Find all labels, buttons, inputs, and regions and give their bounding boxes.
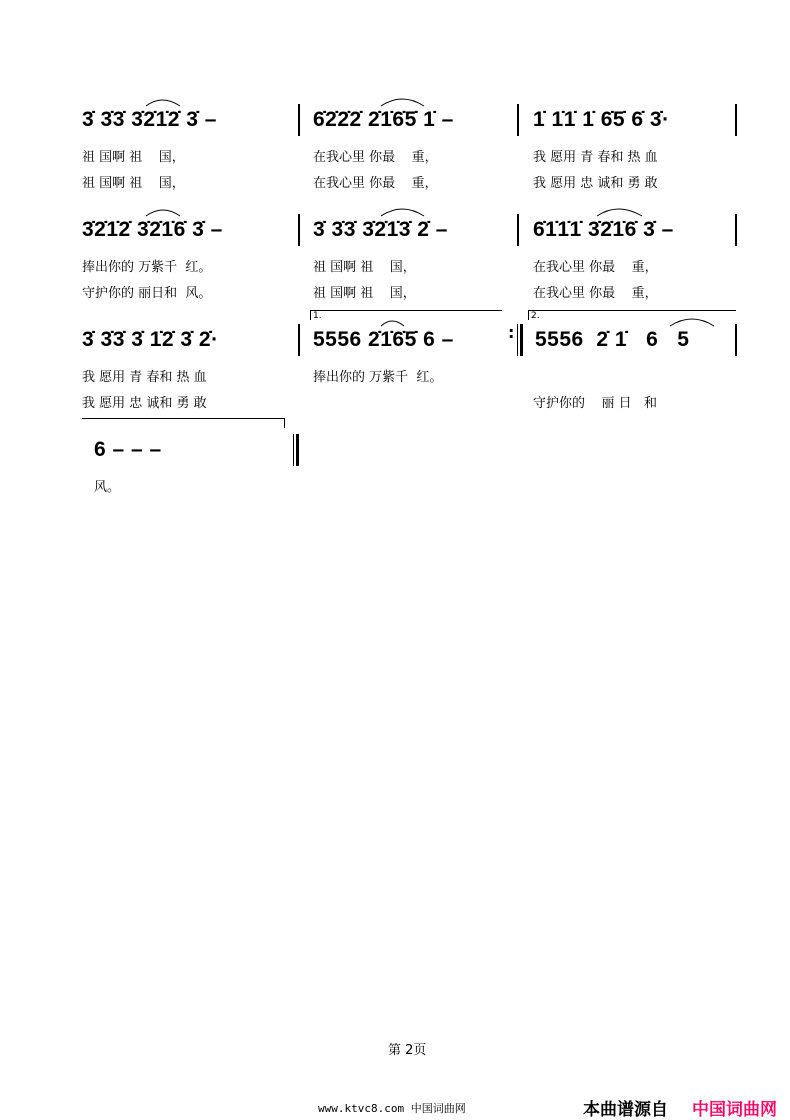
row2-measure2-lyrics-verse1: 祖 国啊 祖 国， <box>313 260 416 275</box>
row2-measure2-lyrics-verse2: 祖 国啊 祖 国， <box>313 286 416 301</box>
row1-measure2-lyrics-verse2: 在我心里 你最 重， <box>313 176 438 191</box>
barline <box>517 104 519 136</box>
row1-measure3-lyrics-verse1: 我 愿用 青 春和 热 血 <box>533 150 658 165</box>
volta1-bracket-top <box>310 310 502 311</box>
row3-measure3-notes: 5556 2̇ 1̇ 6 5 <box>535 328 690 351</box>
row2-measure1-lyrics-verse2: 守护你的 丽日和 风。 <box>82 286 212 301</box>
row1-measure1-lyrics-verse1: 祖 国啊 祖 国， <box>82 150 185 165</box>
row1-measure2-notes: 6̇2̇2̇2̇ 2̇1̇6̇5̇ 1̇ – <box>313 108 454 131</box>
row3-measure1-lyrics-verse1: 我 愿用 青 春和 热 血 <box>82 370 207 385</box>
final-barline-thin <box>293 434 294 466</box>
slur <box>597 209 642 216</box>
barline <box>298 214 300 246</box>
volta-continuation-end <box>284 418 285 428</box>
volta1-bracket-left <box>310 310 311 320</box>
volta2-label: 2. <box>531 311 540 321</box>
page-number: 第 2页 <box>388 1043 427 1058</box>
row3-measure2-lyrics-verse1: 捧出你的 万紫千 红。 <box>313 370 443 385</box>
final-barline-thick <box>296 434 299 466</box>
barline <box>298 104 300 136</box>
barline <box>735 324 737 356</box>
row2-measure1-lyrics-verse1: 捧出你的 万紫千 红。 <box>82 260 212 275</box>
row4-measure1-lyrics-verse1: 风。 <box>94 480 121 495</box>
barline <box>517 214 519 246</box>
slur <box>670 319 714 326</box>
source-label: 本曲谱源自 <box>583 1100 668 1120</box>
row1-measure2-lyrics-verse1: 在我心里 你最 重， <box>313 150 438 165</box>
barline <box>735 104 737 136</box>
slur <box>146 100 180 106</box>
barline <box>298 324 300 356</box>
slur <box>381 321 404 326</box>
row2-measure3-notes: 6̇1̇1̇1̇ 3̇2̇1̇6̇ 3̇ – <box>533 218 674 241</box>
row1-measure3-notes: 1̇ 1̇1̇ 1̇ 6̇5̇ 6̇ 3̇· <box>533 108 670 131</box>
row4-measure1-notes: 6 – – – <box>94 438 162 461</box>
brand-logo-text[interactable]: 中国词曲网 <box>692 1100 777 1120</box>
volta1-label: 1. <box>313 311 322 321</box>
row3-measure2-notes: 5556 2̇1̇6̇5̇ 6 – <box>313 328 454 351</box>
barline <box>735 214 737 246</box>
row2-measure3-lyrics-verse1: 在我心里 你最 重， <box>533 260 658 275</box>
repeat-barline-thin <box>517 324 518 356</box>
repeat-barline-thick <box>520 324 523 356</box>
slur <box>146 210 180 216</box>
site-url[interactable]: www.ktvc8.com 中国词曲网 <box>318 1102 466 1115</box>
volta2-bracket-left <box>528 310 529 320</box>
volta2-bracket-top <box>528 310 736 311</box>
row3-measure1-lyrics-verse2: 我 愿用 忠 诚和 勇 敢 <box>82 396 207 411</box>
row1-measure1-notes: 3̇ 3̇3̇ 3̇2̇1̇2̇ 3̇ – <box>82 108 217 131</box>
row3-measure1-notes: 3̇ 3̇3̇ 3̇ 1̇2̇ 3̇ 2̇· <box>82 328 219 351</box>
row1-measure3-lyrics-verse2: 我 愿用 忠 诚和 勇 敢 <box>533 176 658 191</box>
slur <box>381 209 424 216</box>
row2-measure2-notes: 3̇ 3̇3̇ 3̇2̇1̇3̇ 2̇ – <box>313 218 448 241</box>
repeat-end-dots: : <box>508 323 515 342</box>
row2-measure1-notes: 3̇2̇1̇2̇ 3̇2̇1̇6̇ 3̇ – <box>82 218 223 241</box>
row1-measure1-lyrics-verse2: 祖 国啊 祖 国， <box>82 176 185 191</box>
row2-measure3-lyrics-verse2: 在我心里 你最 重， <box>533 286 658 301</box>
slur <box>381 99 424 106</box>
row3-measure3-lyrics-verse2: 守护你的 丽 日 和 <box>533 396 658 411</box>
volta-continuation-top <box>82 418 284 419</box>
